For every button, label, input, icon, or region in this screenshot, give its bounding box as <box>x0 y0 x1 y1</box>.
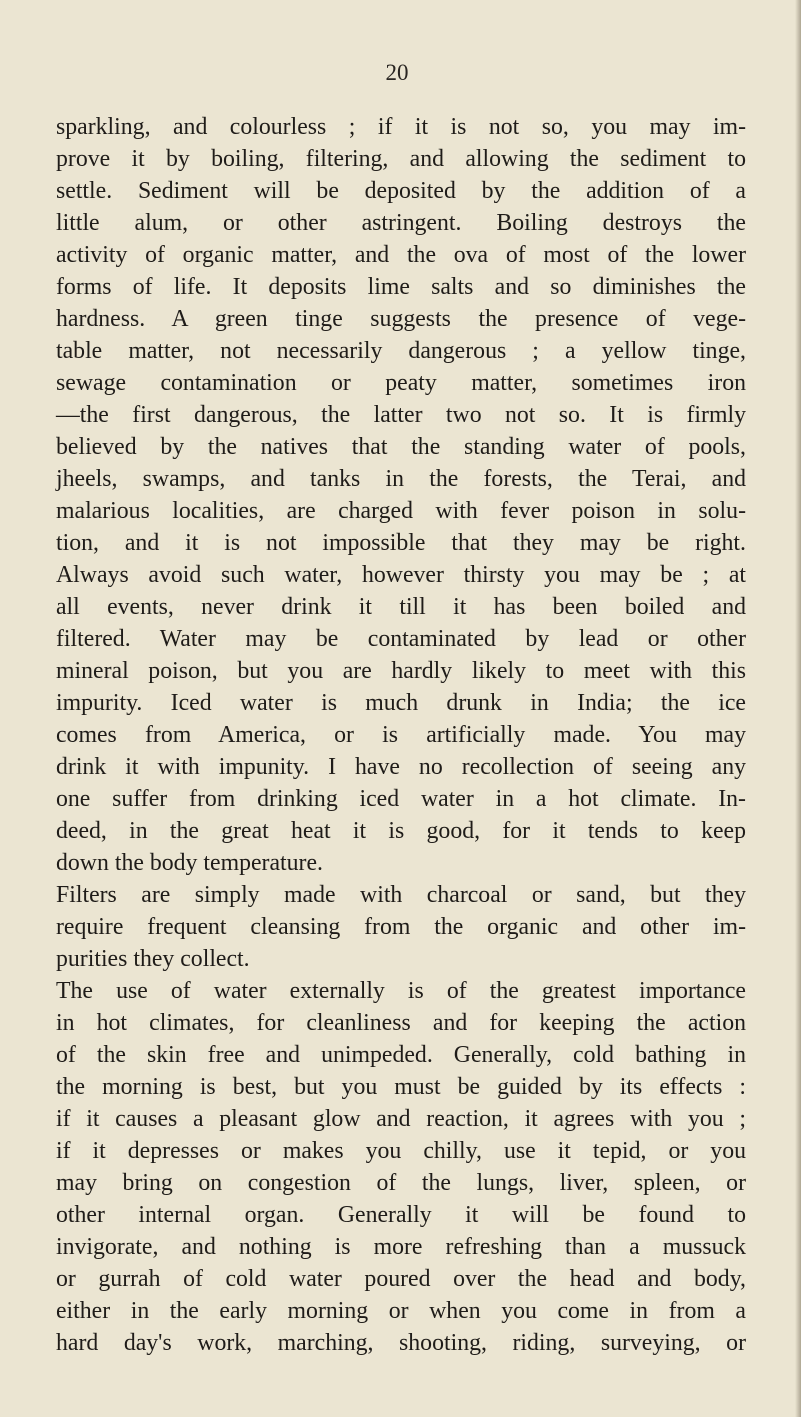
text-line: mineral poison, but you are hardly likely to meet with this <box>56 658 746 684</box>
text-line: hard day's work, marching, shooting, riding, surveying, or <box>56 1330 746 1356</box>
text-line: malarious localities, are charged with fever poison in solu- <box>56 498 746 524</box>
page-number: 20 <box>385 60 409 85</box>
text-line: settle. Sediment will be deposited by the addition of a <box>56 178 746 204</box>
text-line: Filters are simply made with charcoal or sand, but they <box>56 882 746 908</box>
text-line: if it depresses or makes you chilly, use it tepid, or you <box>56 1138 746 1164</box>
text-line: —the first dangerous, the latter two not so. It is firmly <box>56 402 746 428</box>
text-line: or gurrah of cold water poured over the head and body, <box>56 1266 746 1292</box>
text-line: in hot climates, for cleanliness and for keeping the action <box>56 1010 746 1036</box>
text-line: the morning is best, but you must be guided by its effects : <box>56 1074 746 1100</box>
text-line: prove it by boiling, filtering, and allowing the sediment to <box>56 146 746 172</box>
text-line: down the body temperature. <box>56 850 323 876</box>
text-line: Always avoid such water, however thirsty you may be ; at <box>56 562 746 588</box>
text-line: hardness. A green tinge suggests the presence of vege- <box>56 306 746 332</box>
text-line: tion, and it is not impossible that they may be right. <box>56 530 746 556</box>
text-line: deed, in the great heat it is good, for it tends to keep <box>56 818 746 844</box>
page-edge-shadow <box>795 0 801 1417</box>
text-line: require frequent cleansing from the organic and other im- <box>56 914 746 940</box>
text-line: activity of organic matter, and the ova of most of the lower <box>56 242 746 268</box>
text-line: sewage contamination or peaty matter, sometimes iron <box>56 370 746 396</box>
text-line: believed by the natives that the standing water of pools, <box>56 434 746 460</box>
text-line: forms of life. It deposits lime salts and so diminishes the <box>56 274 746 300</box>
text-line: purities they collect. <box>56 946 250 972</box>
text-line: sparkling, and colourless ; if it is not so, you may im- <box>56 114 746 140</box>
text-line: table matter, not necessarily dangerous ; a yellow tinge, <box>56 338 746 364</box>
text-line: may bring on congestion of the lungs, liver, spleen, or <box>56 1170 746 1196</box>
text-line: of the skin free and unimpeded. Generally, cold bathing in <box>56 1042 746 1068</box>
text-line: impurity. Iced water is much drunk in India; the ice <box>56 690 746 716</box>
text-line: invigorate, and nothing is more refreshing than a mussuck <box>56 1234 746 1260</box>
text-line: The use of water externally is of the greatest importance <box>56 978 746 1004</box>
text-line: comes from America, or is artificially made. You may <box>56 722 746 748</box>
text-line: one suffer from drinking iced water in a hot climate. In- <box>56 786 746 812</box>
text-line: other internal organ. Generally it will be found to <box>56 1202 746 1228</box>
text-line: drink it with impunity. I have no recollection of seeing any <box>56 754 746 780</box>
text-line: little alum, or other astringent. Boiling destroys the <box>56 210 746 236</box>
text-line: filtered. Water may be contaminated by lead or other <box>56 626 746 652</box>
text-line: all events, never drink it till it has been boiled and <box>56 594 746 620</box>
text-line: either in the early morning or when you come in from a <box>56 1298 746 1324</box>
text-line: if it causes a pleasant glow and reaction, it agrees with you ; <box>56 1106 746 1132</box>
body-text <box>56 111 746 1359</box>
text-line: jheels, swamps, and tanks in the forests, the Terai, and <box>56 466 746 492</box>
